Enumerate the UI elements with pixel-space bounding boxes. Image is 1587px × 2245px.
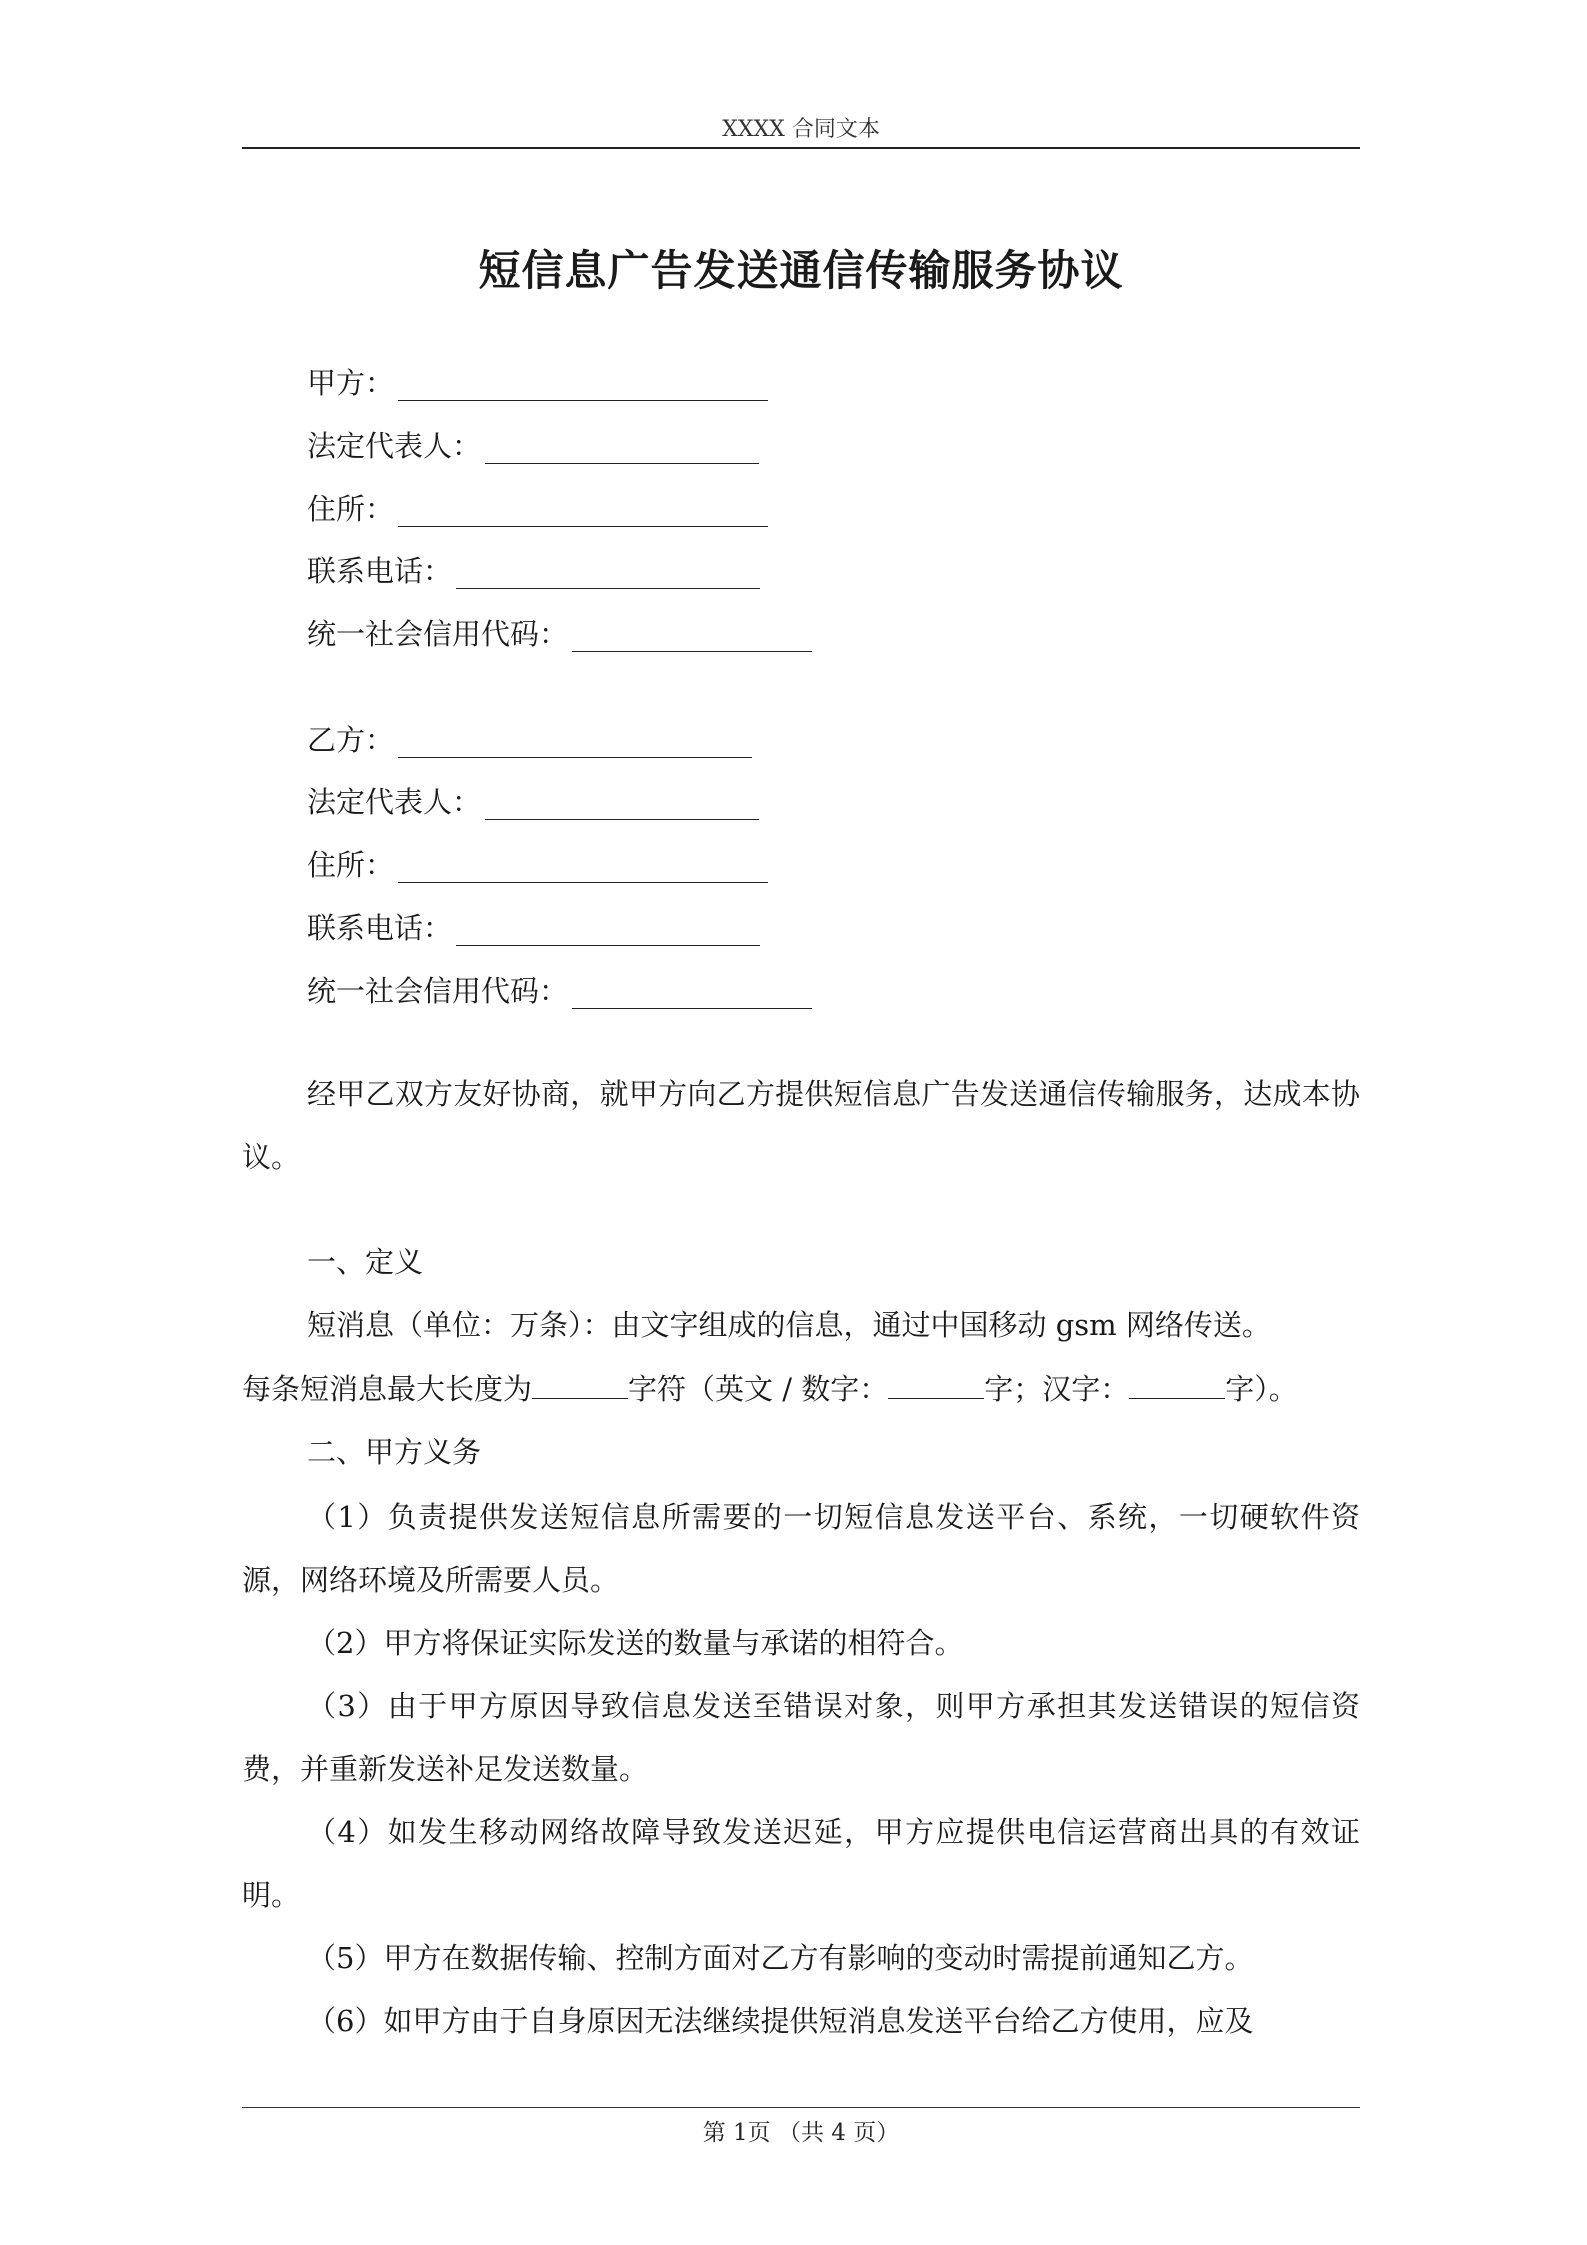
party-a-rep-blank[interactable]: [485, 435, 759, 464]
footer-divider: [242, 2107, 1360, 2108]
section-2-heading: 二、甲方义务: [307, 1435, 482, 1469]
obligation-item-2: （2）甲方将保证实际发送的数量与承诺的相符合。: [307, 1626, 964, 1660]
obligation-item-3: （3）由于甲方原因导致信息发送至错误对象，则甲方承担其发送错误的短信资费，并重新发送补足发送数量。: [242, 1689, 1360, 1786]
party-a-credit-row: [307, 616, 812, 652]
party-a-phone-label: 联系电话：: [307, 554, 453, 588]
party-a-credit-label: 统一社会信用代码：: [307, 617, 569, 651]
party-a-phone-blank[interactable]: [456, 560, 760, 589]
party-a-phone-row: [307, 553, 760, 589]
party-b-phone-label: 联系电话：: [307, 911, 453, 945]
party-a-name-row: [307, 365, 768, 401]
party-a-credit-blank[interactable]: [572, 623, 812, 652]
page-number: 第 1页 （共 4 页）: [702, 2120, 900, 2146]
intro-paragraph: 经甲乙双方友好协商，就甲方向乙方提供短信息广告发送通信传输服务，达成本协议。: [242, 1077, 1360, 1174]
party-a-address-label: 住所：: [307, 492, 395, 526]
obligation-item-1: （1）负责提供发送短信息所需要的一切短信息发送平台、系统，一切硬软件资源，网络环境及所需要人员。: [242, 1500, 1360, 1597]
obligation-item-6: （6）如甲方由于自身原因无法继续提供短消息发送平台给乙方使用，应及: [307, 2004, 1254, 2038]
page-header: XXXX 合同文本: [722, 117, 880, 142]
party-b-name-row: [307, 722, 752, 758]
party-a-address-blank[interactable]: [398, 498, 768, 527]
section-1-heading: 一、定义: [307, 1245, 424, 1279]
party-b-credit-row: [307, 973, 812, 1009]
definition-line-1: 短消息（单位：万条）：由文字组成的信息，通过中国移动 gsm 网络传送。: [307, 1308, 1271, 1342]
document-title: 短信息广告发送通信传输服务协议: [478, 246, 1124, 295]
party-b-name-label: 乙方：: [307, 723, 395, 757]
definition-line-2-part-c: 字；汉字：: [984, 1372, 1130, 1406]
definition-line-2: [242, 1368, 1298, 1408]
chinese-count-blank[interactable]: [1129, 1368, 1225, 1399]
definition-line-2-part-d: 字）。: [1225, 1372, 1298, 1406]
party-b-rep-row: [307, 784, 759, 820]
party-b-address-label: 住所：: [307, 848, 395, 882]
party-b-credit-label: 统一社会信用代码：: [307, 974, 569, 1008]
party-a-name-blank[interactable]: [398, 372, 768, 401]
definition-line-2-part-a: 每条短消息最大长度为: [242, 1372, 533, 1406]
party-b-rep-label: 法定代表人：: [307, 785, 482, 819]
obligation-item-4: （4）如发生移动网络故障导致发送迟延，甲方应提供电信运营商出具的有效证明。: [242, 1815, 1360, 1912]
header-divider: [242, 147, 1360, 149]
party-b-address-blank[interactable]: [398, 854, 768, 883]
party-b-address-row: [307, 847, 768, 883]
party-b-name-blank[interactable]: [398, 729, 752, 758]
party-b-credit-blank[interactable]: [572, 980, 812, 1009]
party-b-phone-row: [307, 910, 760, 946]
party-b-phone-blank[interactable]: [456, 917, 760, 946]
obligation-item-5: （5）甲方在数据传输、控制方面对乙方有影响的变动时需提前通知乙方。: [307, 1941, 1254, 1975]
party-a-name-label: 甲方：: [307, 366, 395, 400]
max-length-blank[interactable]: [532, 1368, 628, 1399]
party-a-rep-row: [307, 428, 759, 464]
party-a-rep-label: 法定代表人：: [307, 429, 482, 463]
definition-line-2-part-b: 字符（英文 / 数字：: [628, 1372, 889, 1406]
party-a-address-row: [307, 491, 768, 527]
party-b-rep-blank[interactable]: [485, 791, 759, 820]
english-count-blank[interactable]: [888, 1368, 984, 1399]
